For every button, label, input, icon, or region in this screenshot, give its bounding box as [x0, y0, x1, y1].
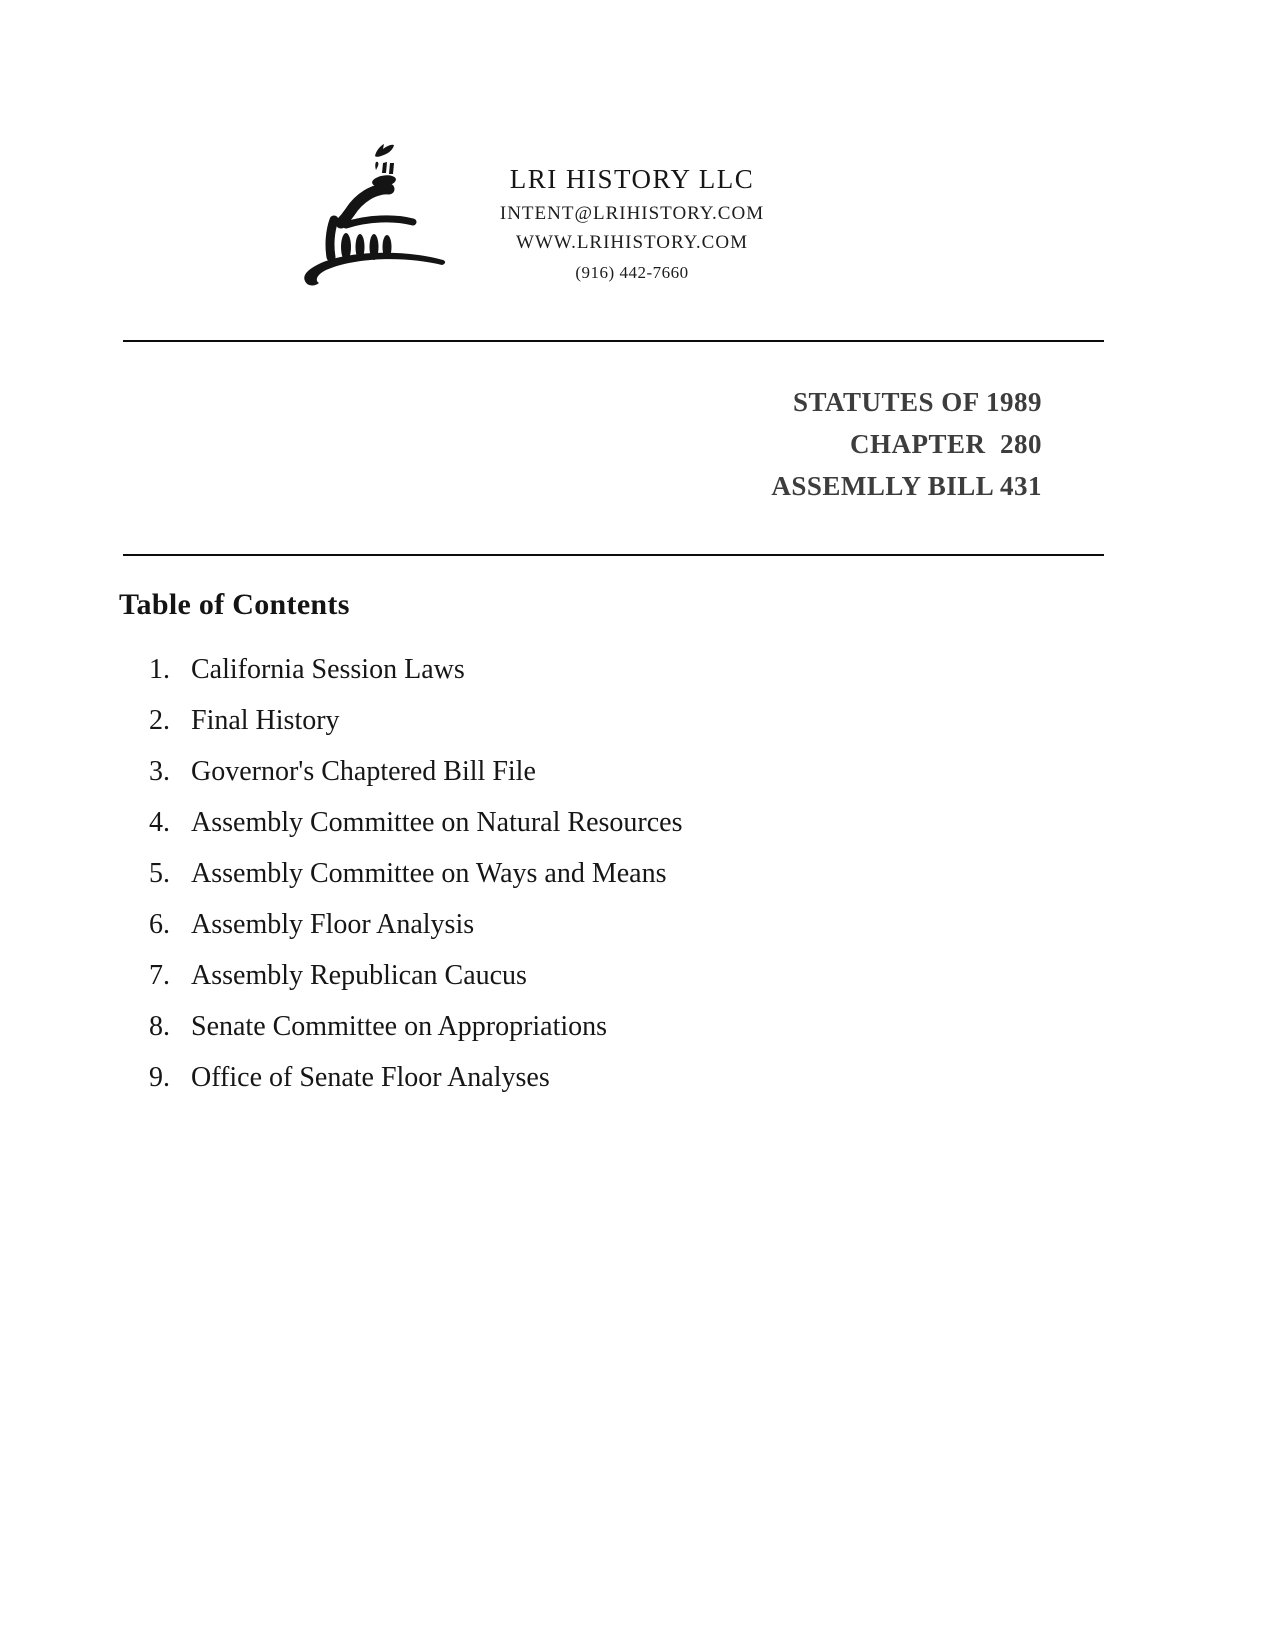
toc-item-label: Office of Senate Floor Analyses: [191, 1062, 550, 1093]
company-website: WWW.LRIHISTORY.COM: [516, 232, 748, 253]
toc-item-label: Assembly Committee on Natural Resources: [191, 807, 683, 838]
toc-item-number: 1.: [149, 654, 170, 685]
toc-item-label: Assembly Republican Caucus: [191, 960, 527, 991]
statutes-chapter: CHAPTER 280: [849, 429, 1042, 459]
toc-item-label: Assembly Committee on Ways and Means: [191, 858, 667, 889]
capitol-dome-logo: [296, 125, 448, 293]
divider-top: [123, 340, 1104, 342]
statutes-year: STATUTES OF 1989: [792, 387, 1042, 417]
toc-item: [149, 653, 1049, 686]
company-name: LRI HISTORY LLC: [509, 164, 755, 194]
toc-item: [149, 1061, 1049, 1094]
toc-title: Table of Contents: [119, 588, 350, 621]
toc-item-label: Governor's Chaptered Bill File: [191, 756, 536, 787]
toc-list: [149, 653, 1049, 1112]
toc-item: [149, 755, 1049, 788]
toc-item: [149, 704, 1049, 737]
toc-item-label: Senate Committee on Appropriations: [191, 1011, 608, 1042]
company-phone: (916) 442-7660: [575, 263, 689, 282]
toc-item-number: 2.: [149, 705, 170, 736]
toc-item: [149, 959, 1049, 992]
divider-middle: [123, 554, 1104, 556]
toc-item: [149, 1010, 1049, 1043]
toc-item-number: 7.: [149, 960, 170, 991]
toc-item: [149, 806, 1049, 839]
toc-item-number: 3.: [149, 756, 170, 787]
toc-item-label: Final History: [191, 705, 340, 736]
toc-item-label: Assembly Floor Analysis: [191, 909, 475, 940]
toc-item: [149, 908, 1049, 941]
toc-item-number: 4.: [149, 807, 170, 838]
letterhead: [448, 164, 816, 284]
toc-item-label: California Session Laws: [191, 654, 465, 685]
statutes-bill: ASSEMLLY BILL 431: [771, 471, 1042, 501]
toc-item-number: 5.: [149, 858, 170, 889]
statutes-heading: [771, 381, 1042, 507]
toc-item-number: 8.: [149, 1011, 170, 1042]
toc-item-number: 9.: [149, 1062, 170, 1093]
toc-item-number: 6.: [149, 909, 170, 940]
toc-item: [149, 857, 1049, 890]
company-email: INTENT@LRIHISTORY.COM: [499, 203, 765, 224]
